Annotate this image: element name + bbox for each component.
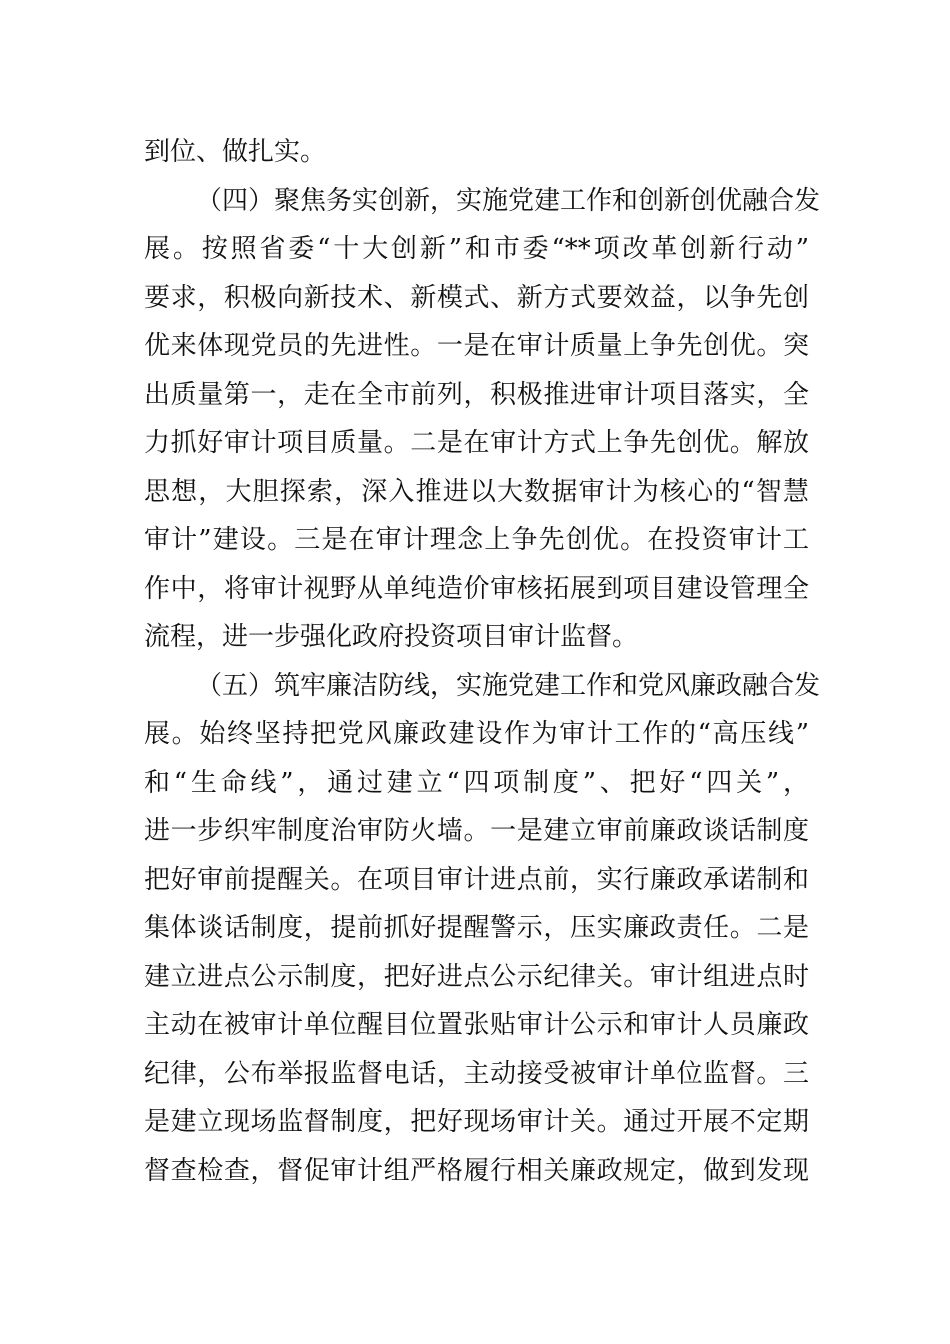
text-line: 要求，积极向新技术、新模式、新方式要效益，以争先创 [144,282,809,313]
text-line: （五）筑牢廉洁防线，实施党建工作和党风廉政融合发 [196,670,821,701]
text-line: 出质量第一，走在全市前列，积极推进审计项目落实，全 [144,379,809,410]
text-line: 建立进点公示制度，把好进点公示纪律关。审计组进点时 [144,961,809,992]
text-line: 督查检查，督促审计组严格履行相关廉政规定，做到发现 [144,1155,809,1186]
text-line: 思想，大胆探索，深入推进以大数据审计为核心的“智慧 [144,476,809,507]
text-line: 把好审前提醒关。在项目审计进点前，实行廉政承诺制和 [144,864,809,895]
text-line: 作中，将审计视野从单纯造价审核拓展到项目建设管理全 [144,573,809,604]
document-body [144,128,821,1195]
text-line: 是建立现场监督制度，把好现场审计关。通过开展不定期 [144,1107,809,1137]
paragraph-section-four [144,177,821,662]
text-line: 进一步织牢制度治审防火墙。一是建立审前廉政谈话制度 [144,816,809,846]
paragraph-continuation [144,128,809,177]
text-line: 展。按照省委“十大创新”和市委“**项改革创新行动” [144,234,809,264]
text-line: 集体谈话制度，提前抓好提醒警示，压实廉政责任。二是 [144,913,809,943]
text-line: 展。始终坚持把党风廉政建设作为审计工作的“高压线” [144,719,809,749]
text-line: （四）聚焦务实创新，实施党建工作和创新创优融合发 [196,185,821,216]
text-line: 流程，进一步强化政府投资项目审计监督。 [144,622,639,652]
text-line: 力抓好审计项目质量。二是在审计方式上争先创优。解放 [144,428,809,458]
text-line: 纪律，公布举报监督电话，主动接受被审计单位监督。三 [144,1058,809,1089]
text-line: 到位、做扎实。 [144,137,327,167]
text-line: 和“生命线”，通过建立“四项制度”、把好“四关”， [144,767,809,798]
text-line: 主动在被审计单位醒目位置张贴审计公示和审计人员廉政 [144,1010,809,1040]
text-line: 审计”建设。三是在审计理念上争先创优。在投资审计工 [144,525,809,555]
text-line: 优来体现党员的先进性。一是在审计质量上争先创优。突 [144,331,809,361]
paragraph-section-five [144,662,821,1196]
